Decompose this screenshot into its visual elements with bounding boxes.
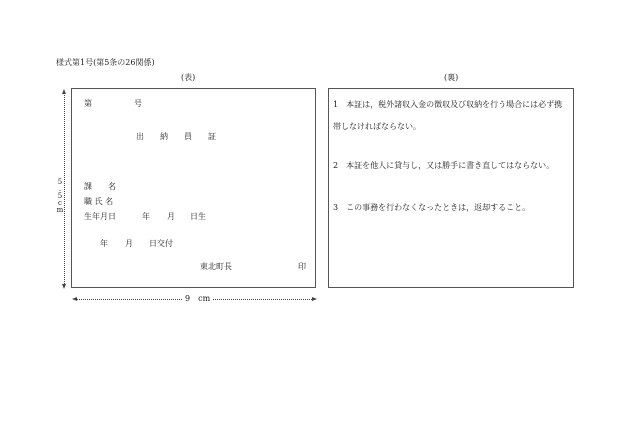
birth-day: 日生 [190, 212, 206, 221]
issue-day: 日交付 [149, 239, 173, 248]
width-arrow-left [72, 297, 77, 301]
seal: 印 [298, 262, 306, 271]
number-label: 第 [84, 99, 92, 108]
front-heading: (表) [181, 73, 196, 82]
issue-year: 年 [100, 239, 108, 248]
width-label: 9 cm [182, 293, 213, 304]
birth-month: 月 [167, 212, 175, 221]
height-label: 5.5cm [56, 178, 64, 213]
front-card [71, 88, 316, 288]
height-dimension-line [64, 93, 65, 284]
back-item-2: 2 本証を他人に貸与し，又は勝手に書き直してはならない。 [333, 161, 555, 170]
back-heading: (裏) [444, 73, 459, 82]
back-item-3: 3 この事務を行わなくなったときは，返却すること。 [333, 203, 531, 212]
section-label: 課 名 [84, 182, 116, 191]
width-arrow-right [312, 297, 317, 301]
height-arrow-bottom [62, 284, 66, 289]
issue-month: 月 [125, 239, 133, 248]
back-item-1-line-2: 帯しなければならない。 [333, 122, 421, 131]
issuer: 東北町長 [200, 262, 232, 271]
birth-date-label: 生年月日 [84, 212, 116, 221]
birth-year: 年 [142, 212, 150, 221]
back-item-1-line-1: 1 本証は，税外諸収入金の徴収及び収納を行う場合には必ず携 [333, 100, 563, 109]
position-name-label: 職 氏 名 [84, 197, 114, 206]
back-card [328, 88, 574, 288]
height-arrow-top [62, 89, 66, 94]
number-suffix: 号 [134, 99, 142, 108]
form-title: 様式第1号(第5条の26関係) [56, 58, 155, 67]
certificate-title: 出 納 員 証 [136, 132, 216, 141]
